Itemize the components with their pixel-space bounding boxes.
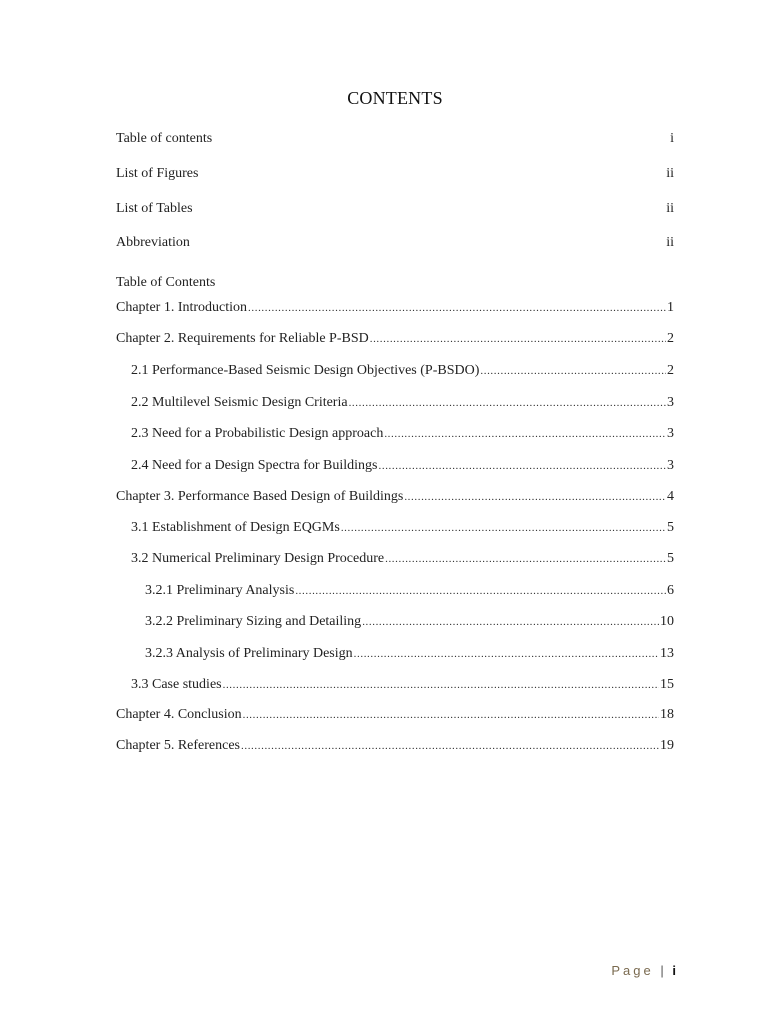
toc-entry-label: 2.3 Need for a Probabilistic Design approach: [131, 426, 384, 441]
toc-entry[interactable]: [145, 582, 674, 600]
toc-leader-dots: [379, 457, 667, 475]
front-matter-page: i: [670, 131, 674, 146]
toc-leader-dots: [384, 425, 666, 443]
front-matter-page: ii: [666, 201, 674, 216]
toc-entry-label: Chapter 4. Conclusion: [116, 707, 242, 722]
toc-leader-dots: [362, 613, 659, 631]
toc-leader-dots: [354, 645, 659, 663]
toc-entry-label: Chapter 5. References: [116, 738, 240, 753]
toc-entry-label: 2.4 Need for a Design Spectra for Buildings: [131, 458, 378, 473]
toc-entry[interactable]: [131, 676, 674, 694]
toc-leader-dots: [341, 519, 666, 537]
toc-entry-page: 15: [660, 677, 674, 692]
front-matter-page: ii: [666, 235, 674, 250]
toc-entry[interactable]: [145, 645, 674, 663]
front-matter-row[interactable]: [116, 131, 674, 147]
front-matter-label: Table of contents: [116, 131, 213, 146]
toc-leader-dots: [480, 362, 666, 380]
toc-leader-dots: [241, 737, 659, 755]
toc-entry-label: Chapter 3. Performance Based Design of Buildings: [116, 489, 404, 504]
toc-entry-page: 3: [667, 426, 674, 441]
toc-entry[interactable]: [116, 488, 674, 506]
toc-entry-page: 2: [667, 363, 674, 378]
toc-entry-page: 13: [660, 646, 674, 661]
footer-page-word: Page: [611, 963, 654, 978]
toc-entry[interactable]: [131, 362, 674, 380]
toc-leader-dots: [223, 676, 659, 694]
toc-entry-page: 5: [667, 520, 674, 535]
toc-leader-dots: [295, 582, 666, 600]
front-matter-label: List of Figures: [116, 166, 199, 181]
toc-entry-label: 2.2 Multilevel Seismic Design Criteria: [131, 395, 348, 410]
toc-leader-dots: [404, 488, 666, 506]
front-matter-page: ii: [666, 166, 674, 181]
toc-entry-page: 3: [667, 395, 674, 410]
toc-entry-page: 19: [660, 738, 674, 753]
toc-leader-dots: [385, 550, 666, 568]
toc-entry-label: 3.2.1 Preliminary Analysis: [145, 583, 295, 598]
toc-heading: Table of Contents: [116, 275, 216, 290]
page-title: CONTENTS: [347, 88, 443, 108]
toc-entry-page: 10: [660, 614, 674, 629]
toc-leader-dots: [370, 330, 666, 348]
toc-entry[interactable]: [131, 425, 674, 443]
toc-entry-label: 3.1 Establishment of Design EQGMs: [131, 520, 340, 535]
front-matter-row[interactable]: [116, 166, 674, 182]
toc-entry[interactable]: [131, 550, 674, 568]
toc-leader-dots: [349, 394, 666, 412]
toc-entry-label: 2.1 Performance-Based Seismic Design Objectives (P-BSDO): [131, 363, 480, 378]
toc-entry-page: 2: [667, 331, 674, 346]
toc-entry[interactable]: [116, 299, 674, 317]
toc-entry-page: 5: [667, 551, 674, 566]
toc-entry-label: 3.3 Case studies: [131, 677, 222, 692]
toc-entry-page: 4: [667, 489, 674, 504]
toc-entry[interactable]: [116, 737, 674, 755]
toc-entry[interactable]: [116, 330, 674, 348]
toc-leader-dots: [248, 299, 666, 317]
toc-entry[interactable]: [131, 457, 674, 475]
toc-entry-label: Chapter 1. Introduction: [116, 300, 248, 315]
toc-entry-page: 1: [667, 300, 674, 315]
toc-entry-label: 3.2.3 Analysis of Preliminary Design: [145, 646, 353, 661]
toc-entry-label: 3.2.2 Preliminary Sizing and Detailing: [145, 614, 362, 629]
page-footer: [611, 963, 676, 978]
toc-entry[interactable]: [131, 394, 674, 412]
toc-entry-label: 3.2 Numerical Preliminary Design Procedure: [131, 551, 385, 566]
front-matter-row[interactable]: [116, 201, 674, 217]
toc-entry-page: 18: [660, 707, 674, 722]
footer-page-number: i: [672, 963, 676, 978]
toc-entry[interactable]: [145, 613, 674, 631]
toc-entry-page: 3: [667, 458, 674, 473]
toc-leader-dots: [243, 706, 659, 724]
toc-entry[interactable]: [131, 519, 674, 537]
footer-separator: |: [660, 963, 664, 978]
front-matter-label: Abbreviation: [116, 235, 190, 250]
toc-entry-label: Chapter 2. Requirements for Reliable P-BSD: [116, 331, 369, 346]
front-matter-row[interactable]: [116, 235, 674, 251]
toc-entry[interactable]: [116, 706, 674, 724]
front-matter-label: List of Tables: [116, 201, 193, 216]
toc-entry-page: 6: [667, 583, 674, 598]
